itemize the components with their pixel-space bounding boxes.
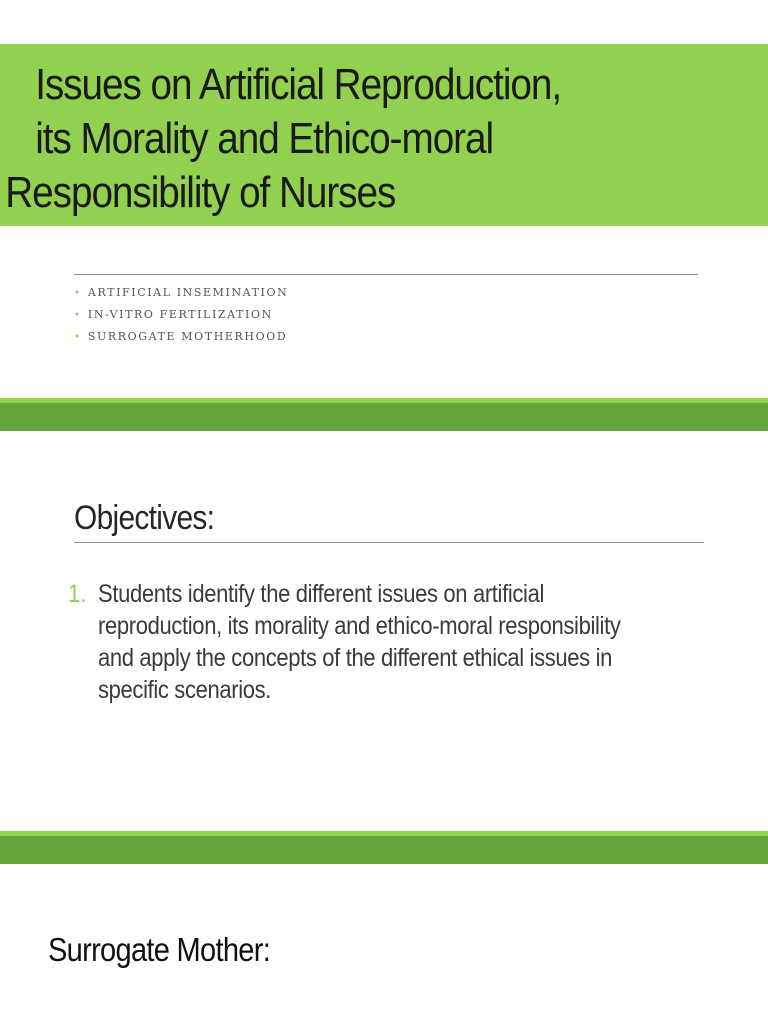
topic-item [74,285,288,307]
slide-title [0,58,676,220]
surrogate-mother-heading: Surrogate Mother: [48,931,271,968]
topic-list [74,285,288,351]
slide-separator-dark [0,403,768,431]
divider-line [74,274,698,275]
bullet-icon: • [74,332,80,343]
objective-text-line: specific scenarios. [98,676,272,704]
topic-label: IN-VITRO FERTILIZATION [87,308,273,321]
divider-line [74,542,704,543]
slide-title-line: its Morality and Ethico-moral [35,114,494,163]
bullet-icon: • [74,310,80,321]
slide-separator-dark [0,836,768,864]
objective-text-line: Students identify the different issues on artificial [98,580,545,608]
objectives-heading: Objectives: [74,499,215,537]
topic-label: SURROGATE MOTHERHOOD [87,330,288,343]
objective-text [98,578,696,706]
objective-text-line: reproduction, its morality and ethico-moral responsibility [98,612,621,640]
objective-number: 1. [68,580,87,608]
topic-label: ARTIFICIAL INSEMINATION [87,286,289,299]
topic-item [74,329,288,351]
slide-title-line: Issues on Artificial Reproduction, [35,60,562,109]
objective-text-line: and apply the concepts of the different ethical issues in [98,644,612,672]
topic-item [74,307,288,329]
bullet-icon: • [74,288,80,299]
slide-title-line: Responsibility of Nurses [5,168,396,217]
